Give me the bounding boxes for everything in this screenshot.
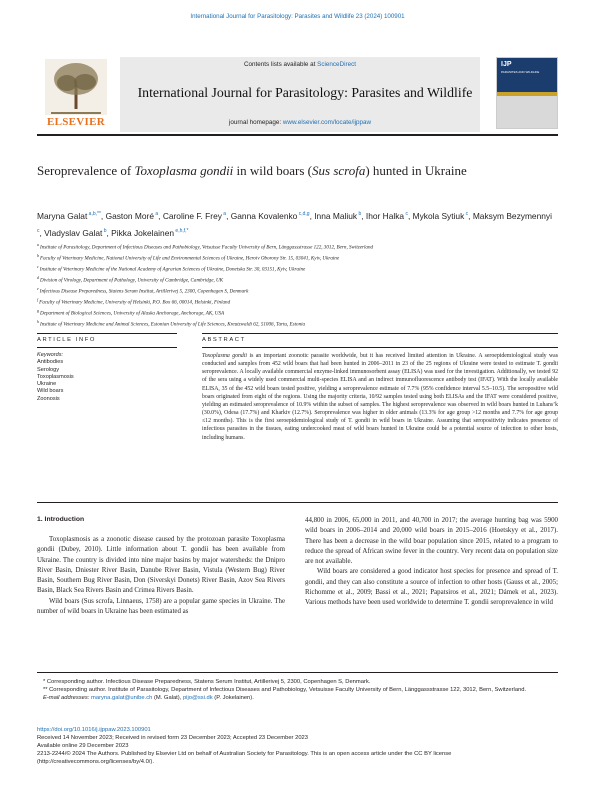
- author-name: Ihor Halka: [365, 210, 405, 221]
- keyword-item: Zoonosis: [37, 395, 60, 402]
- author-affiliation-marker[interactable]: c: [464, 211, 469, 217]
- affiliation-item: $^d$ Division of Virology, Department of Pathology, University of Cambridge, Cambridge, UK: [37, 274, 224, 284]
- author-name: Mykola Sytiuk: [412, 210, 465, 221]
- intro-paragraph-4: Wild boars are considered a good indicator host species for presence and spread of T. gondii, and they can also constitute a source of infection to other hosts (Gauss et al., 2005; Richomme et al., 2009; Bassi et al., 2021; Papatsiros et al., 2021; Dámek et al., 2023). Various methods have been used worldwide to determine T. gondii seroprevalence in wild: [305, 568, 558, 606]
- affiliation-item: $^b$ Faculty of Veterinary Medicine, National University of Life and Environmental Sciences of Ukraine, Heroiv Oborony Str. 15, 03041, Kyiv, Ukraine: [37, 252, 340, 262]
- introduction-heading: 1. Introduction: [37, 516, 85, 523]
- journal-reference[interactable]: International Journal for Parasitology: Parasites and Wildlife 23 (2024) 100901: [190, 13, 405, 20]
- author-name: Maryna Galat: [37, 210, 88, 221]
- author-affiliation-marker[interactable]: c: [37, 228, 40, 235]
- journal-cover: [496, 57, 558, 129]
- keyword-item: Antibodies: [37, 359, 64, 366]
- article-title: Seroprevalence of Toxoplasma gondii in wild boars (Sus scrofa) hunted in Ukraine: [37, 163, 467, 178]
- author-affiliation-marker[interactable]: b: [357, 211, 362, 217]
- affiliation-item: $^g$ Department of Biological Sciences, University of Alaska Anchorage, Anchorage, AK, USA: [37, 307, 225, 317]
- affiliation-item: $^c$ Institute of Veterinary Medicine of the National Academy of Agrarian Sciences of Ukraine, Donetska Str. 30, 03151, Kyiv, Ukraine: [37, 263, 306, 273]
- author-affiliation-marker[interactable]: c: [404, 211, 408, 217]
- abstract-heading: ABSTRACT: [202, 337, 246, 343]
- author-name: Caroline F. Frey: [162, 210, 222, 221]
- publication-info: [37, 726, 558, 766]
- author-name: Gaston Moré: [105, 210, 154, 221]
- license-text: 2213-2244/© 2024 The Authors. Published by Elsevier Ltd on behalf of Australian Society for Parasitology. This is an open access article under the CC BY license (http://creativecommons.org/licenses/by/4.0/).: [37, 751, 452, 765]
- author-affiliation-marker[interactable]: e,h,f,*: [174, 228, 189, 235]
- body-column-1: [37, 535, 285, 617]
- abstract-end-rule: [37, 502, 558, 503]
- keyword-item: Ukraine: [37, 381, 57, 388]
- abstract-rule-top: [202, 333, 558, 334]
- footnote-corresponding-1: * Corresponding author. Infectious Disease Preparedness, Statens Serum Institut, Artillerivej 5, 2300, Copenhagen S, Denmark.: [43, 679, 371, 685]
- author-affiliation-marker[interactable]: a: [221, 211, 227, 217]
- keyword-item: Toxoplasmosis: [37, 373, 74, 380]
- homepage-line: [120, 119, 480, 126]
- homepage-prefix: journal homepage:: [228, 119, 282, 126]
- intro-paragraph-2: Wild boars (Sus scrofa, Linnaeus, 1758) are a popular game species in Ukraine. The number of wild boars in Ukraine has been estimated as: [37, 597, 285, 615]
- author-list: Maryna Galat $^{a,b,**}$, Gaston Moré $^a$, Caroline F. Frey $^a$, Ganna Kovalenko $^{c,d,g}$, Inna Maliuk $^b$, Ihor Halka $^c$, Mykola Sytiuk $^c$, Maksym Bezymennyi $^c$, Vladyslav Galat $^b$, Pikka Jokelainen $^{e,h,f,*}$: [37, 210, 552, 239]
- author-name: Maksym Bezymennyi: [472, 210, 552, 221]
- footnote-rule: [37, 672, 558, 673]
- contents-prefix: Contents lists available at: [243, 61, 316, 68]
- affiliations: [37, 241, 557, 329]
- cover-label: IJP: [501, 61, 512, 68]
- affiliation-item: $^h$ Institute of Veterinary Medicine and Animal Sciences, Estonian University of Life Sciences, Kreutzwaldi 62, 51006, Tartu, Estonia: [37, 318, 306, 328]
- footnotes: [37, 678, 558, 702]
- keywords-label: Keywords:: [37, 352, 64, 358]
- affiliation-item: $^a$ Institute of Parasitology, Department of Infectious Diseases and Pathobiology, Vetsuisse Faculty University of Bern, Länggassstrasse 122, 3012, Bern, Switzerland: [37, 242, 374, 251]
- footnote-corresponding-2: ** Corresponding author. Institute of Parasitology, Department of Infectious Diseases and Pathobiology, Vetsuisse Faculty University of Bern, Länggassstrasse 122, 3012, Bern, Switzerland.: [43, 687, 527, 693]
- article-info-rule: [37, 347, 177, 348]
- author-name: Vladyslav Galat: [44, 228, 103, 239]
- abstract-rule: [202, 347, 558, 348]
- author-name: Pikka Jokelainen: [111, 228, 175, 239]
- email-line: E-mail addresses: maryna.galat@unibe.ch (M. Galat), pijo@ssi.dk (P. Jokelainen).: [43, 695, 254, 701]
- email-link-jokelainen[interactable]: pijo@ssi.dk: [182, 695, 213, 701]
- intro-paragraph-3: 44,800 in 2006, 65,000 in 2011, and 40,700 in 2017; the average hunting bag was 5900 wild boars in 2006–2014 and 20,000 wild boars in 2015–2016 (Hoetskyy et al., 2017). There has been a decrease in the wild boar population since 2015, related to a program to reduce the spread of African swine fever in the country. Very recent data on population size are not available.: [305, 517, 558, 565]
- author-name: Ganna Kovalenko: [230, 210, 298, 221]
- cover-subtitle: PARASITES AND WILDLIFE: [501, 70, 540, 74]
- author-affiliation-marker[interactable]: c,d,g: [297, 211, 310, 217]
- author-name: Inna Maliuk: [314, 210, 358, 221]
- author-affiliation-marker[interactable]: a: [153, 211, 159, 217]
- sciencedirect-link[interactable]: ScienceDirect: [317, 61, 356, 68]
- available-online: Available online 29 December 2023: [37, 743, 129, 749]
- author-affiliation-marker[interactable]: b: [102, 228, 107, 235]
- affiliation-item: $^f$ Faculty of Veterinary Medicine, University of Helsinki, P.O. Box 66, 00014, Helsinki, Finland: [37, 296, 231, 306]
- keywords-block: [37, 352, 177, 403]
- homepage-link[interactable]: www.elsevier.com/locate/ijppaw: [282, 119, 372, 126]
- journal-title: International Journal for Parasitology: Parasites and Wildlife: [137, 85, 473, 100]
- contents-line: [120, 61, 480, 68]
- abstract-text: Toxoplasma gondii is an important zoonotic parasite worldwide, but it has received limited attention in Ukraine. A seroepidemiological study was conducted and samples from 452 wild boars that had been hunted in 2006–2011 in 23 of the 25 regions of Ukraine were tested to estimate T. gondii seroprevalence. A locally available commercial enzyme-linked immunosorbent assay (ELISA) was used for the investigation. Additionally, we tested 92 of the sera using a widely used commercial multi-species ELISA and an indirect immunofluorescence antibody test (IFAT). With the locally available ELISA, 35 of the 452 wild boars tested positive, yielding a seroprevalence estimate of 7.7% (95% confidence interval 5.5–10.5). The seropositive wild boars originated from eight of the regions. Using the majority criteria, 10/92 samples tested using both ELISAs and the IFAT were considered positive, yielding an estimated seroprevalence of 10.9% within the subset of samples. The highest seroprevalence was observed in wild boars hunted in Luhans’k (30.0%), Odesa (17.7%) and Kharkiv (12.7%). Seroprevalence was higher in older animals (13.3% for age group >12 months and 7.7% for age group ≤12 months). This is the first seroepidemiological study of T. gondii in wild boars in Ukraine. Assuming that seropositivity indicates presence of infectious parasites in the tissues, eating undercooked meat of wild boars hunted in Ukraine could be a potential source of infection to other hosts, including humans.: [202, 353, 559, 441]
- email-link-galat[interactable]: maryna.galat@unibe.ch: [91, 695, 153, 701]
- doi-link[interactable]: https://doi.org/10.1016/j.ijppaw.2023.100901: [37, 727, 151, 733]
- keyword-item: Wild boars: [37, 388, 64, 395]
- keyword-item: Serology: [37, 366, 60, 373]
- body-column-2: [305, 516, 558, 608]
- affiliation-item: $^e$ Infectious Disease Preparedness, Statens Serum Institut, Artillerivej 5, 2300, Copenhagen S, Denmark: [37, 285, 249, 295]
- intro-paragraph-1: Toxoplasmosis as a zoonotic disease caused by the protozoan parasite Toxoplasma gondii (Dubey, 2010). Little information about T. gondii has been available from Ukraine. The country is divided into nine major basins by major watersheds: the Dnipro River Basin, Dniester River Basin, Danube River Basin, Vistula (Western Bug) River Basin, Southern Bug River Basin, Don (Siverskyi Donets) River Basin, Azov Sea Rivers Basin, Black Sea Rivers Basin and Crimea Rivers Basin.: [37, 536, 285, 595]
- article-info-rule-top: [37, 333, 177, 334]
- header-rule: [37, 134, 558, 136]
- received-dates: Received 14 November 2023; Received in revised form 23 December 2023; Accepted 23 December 2023: [37, 735, 308, 741]
- elsevier-wordmark: ELSEVIER: [46, 116, 106, 128]
- article-info-heading: ARTICLE INFO: [37, 337, 97, 343]
- author-affiliation-marker[interactable]: a,b,**: [87, 211, 101, 217]
